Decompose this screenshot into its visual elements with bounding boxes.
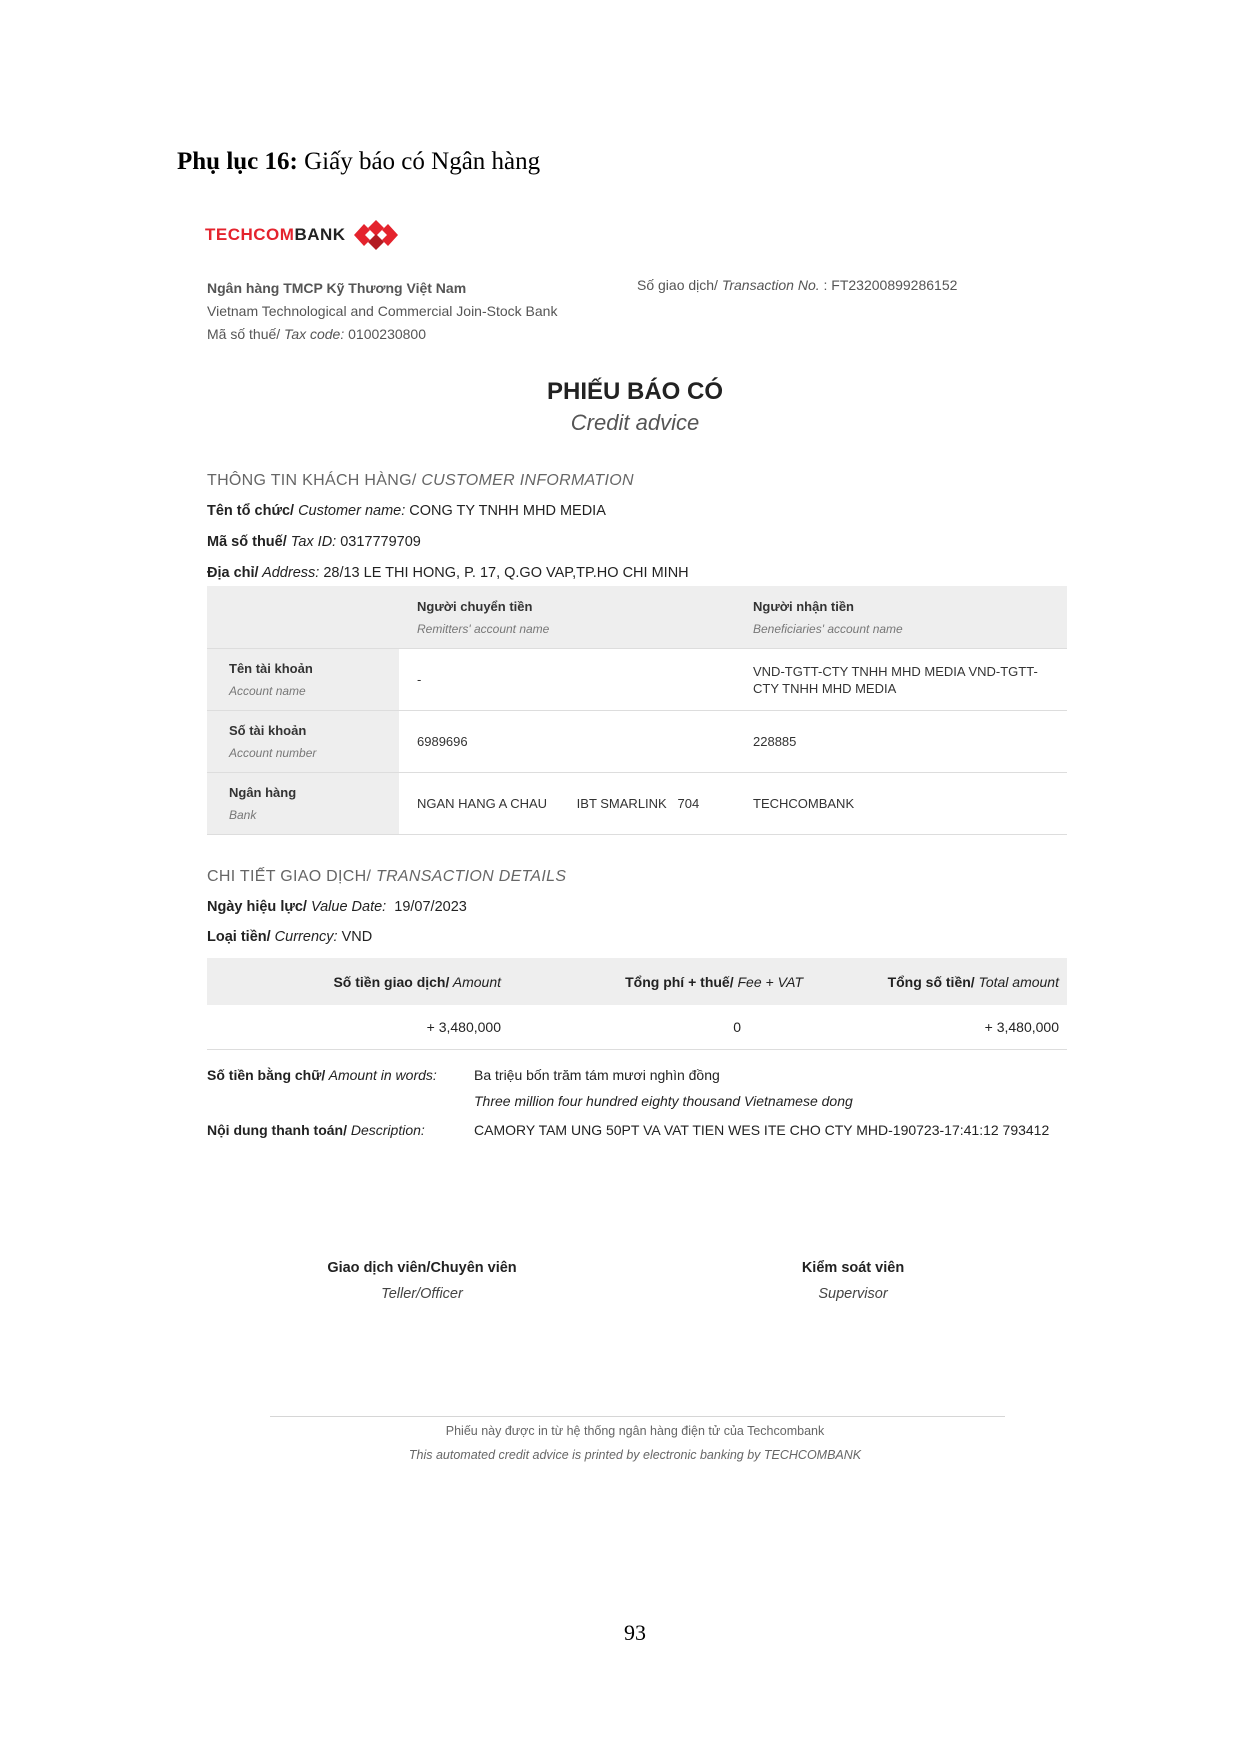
amount-value: + 3,480,000 — [207, 1005, 509, 1050]
amount-header — [207, 958, 509, 1005]
customer-address-value: 28/13 LE THI HONG, P. 17, Q.GO VAP,TP.HO CHI MINH — [319, 565, 689, 581]
account-number-label-en: Account number — [229, 746, 317, 760]
total-header-en: Total amount — [974, 973, 1059, 990]
remitter-bank — [399, 773, 735, 835]
customer-tax-line — [207, 534, 421, 550]
table-row — [207, 711, 1067, 773]
appendix-heading-label: Phụ lục 16: — [177, 148, 298, 175]
amount-in-words-en: Three million four hundred eighty thousand Vietnamese dong — [474, 1093, 853, 1109]
transaction-no-label-en: Transaction No. — [717, 277, 820, 293]
bank-info — [207, 277, 557, 346]
table-row — [207, 773, 1067, 835]
beneficiary-account-number: 228885 — [753, 734, 797, 749]
customer-section-title — [207, 472, 634, 490]
currency-value: VND — [337, 929, 373, 945]
table-row — [207, 649, 1067, 711]
accounts-header-empty — [207, 586, 399, 649]
description-value: CAMORY TAM UNG 50PT VA VAT TIEN WES ITE CHO CTY MHD-190723-17:41:12 793412 — [474, 1122, 1050, 1138]
customer-name-label-vn: Tên tổ chức/ — [207, 503, 295, 519]
beneficiary-bank: TECHCOMBANK — [753, 796, 855, 811]
customer-section-en: CUSTOMER INFORMATION — [416, 472, 634, 489]
customer-tax-label-en: Tax ID: — [286, 534, 337, 550]
amount-table-header — [207, 958, 1067, 1005]
customer-section-vn: THÔNG TIN KHÁCH HÀNG/ — [207, 472, 417, 489]
description-label — [207, 1122, 425, 1138]
teller-role-en: Teller/Officer — [381, 1286, 463, 1302]
remitter-header-en: Remitters' account name — [417, 621, 550, 636]
remitter-bank-name: NGAN HANG A CHAU — [417, 796, 548, 811]
fee-header — [509, 958, 811, 1005]
total-header — [811, 958, 1067, 1005]
total-header-vn: Tổng số tiền/ — [887, 973, 975, 990]
appendix-heading-text: Giấy báo có Ngân hàng — [297, 148, 541, 175]
bank-tax-code — [207, 323, 557, 346]
transaction-number — [637, 277, 957, 293]
table-row — [207, 1005, 1067, 1050]
beneficiary-header — [735, 586, 1067, 649]
customer-name-value: CONG TY TNHH MHD MEDIA — [405, 503, 606, 519]
logo-wordmark — [205, 225, 346, 245]
customer-address-label-en: Address: — [258, 565, 320, 581]
value-date-label-vn: Ngày hiệu lực/ — [207, 899, 307, 915]
transaction-no-label-vn: Số giao dịch/ — [637, 277, 718, 293]
account-name-label — [207, 649, 399, 711]
teller-role-vn: Giao dịch viên/Chuyên viên — [327, 1260, 517, 1276]
remitter-account-number: 6989696 — [417, 734, 468, 749]
supervisor-signature — [703, 1260, 1003, 1302]
fee-header-en: Fee + VAT — [733, 973, 803, 990]
amount-table — [207, 958, 1067, 1050]
remitter-account-name: - — [417, 672, 422, 687]
beneficiary-header-vn: Người nhận tiền — [753, 598, 854, 614]
document-subtitle: Credit advice — [570, 410, 700, 435]
value-date-value: 19/07/2023 — [386, 899, 467, 915]
bank-label-en: Bank — [229, 808, 257, 822]
footer-note-en: This automated credit advice is printed by electronic banking by TECHCOMBANK — [408, 1448, 862, 1462]
supervisor-role-en: Supervisor — [818, 1286, 888, 1302]
details-section-vn: CHI TIẾT GIAO DỊCH/ — [207, 868, 372, 885]
remitter-header-vn: Người chuyển tiền — [417, 598, 533, 614]
beneficiary-header-en: Beneficiaries' account name — [753, 621, 903, 636]
customer-address-line — [207, 565, 689, 581]
amount-words-label-vn: Số tiền bằng chữ/ — [207, 1067, 326, 1083]
amount-header-vn: Số tiền giao dịch/ — [333, 973, 450, 990]
total-value: + 3,480,000 — [811, 1005, 1067, 1050]
bank-tax-value: 0100230800 — [344, 326, 427, 342]
bank-label — [207, 773, 399, 835]
account-number-label — [207, 711, 399, 773]
document-title: PHIẾU BÁO CÓ — [546, 378, 723, 405]
account-number-label-vn: Số tài khoản — [229, 723, 307, 738]
amount-in-words-label — [207, 1067, 437, 1083]
customer-name-label-en: Customer name: — [294, 503, 406, 519]
bank-label-vn: Ngân hàng — [229, 785, 297, 800]
value-date-line — [207, 899, 467, 915]
account-name-label-vn: Tên tài khoản — [229, 661, 313, 676]
page-number: 93 — [624, 1620, 646, 1645]
accounts-table — [207, 586, 1067, 835]
bank-tax-label-en: Tax code: — [280, 326, 345, 342]
supervisor-role-vn: Kiểm soát viên — [801, 1260, 905, 1276]
remitter-header — [399, 586, 735, 649]
customer-tax-value: 0317779709 — [336, 534, 421, 550]
bank-name-vn: Ngân hàng TMCP Kỹ Thương Việt Nam — [207, 280, 467, 296]
amount-words-label-en: Amount in words: — [325, 1067, 437, 1083]
currency-label-vn: Loại tiền/ — [207, 929, 271, 945]
customer-name-line — [207, 503, 606, 519]
appendix-heading — [177, 148, 540, 176]
currency-line — [207, 929, 372, 945]
amount-in-words-vn: Ba triệu bốn trăm tám mươi nghìn đồng — [474, 1067, 720, 1083]
logo-diamond-icon — [354, 220, 398, 250]
description-label-en: Description: — [346, 1122, 425, 1138]
footer-divider — [270, 1416, 1005, 1417]
details-section-title — [207, 868, 566, 886]
teller-signature — [272, 1260, 572, 1302]
beneficiary-account-name: VND-TGTT-CTY TNHH MHD MEDIA VND-TGTT-CTY TNHH MHD MEDIA — [753, 663, 1038, 696]
fee-header-vn: Tổng phí + thuế/ — [625, 973, 734, 990]
details-section-en: TRANSACTION DETAILS — [371, 868, 567, 885]
logo-wordmark-dark: BANK — [294, 225, 346, 244]
logo-wordmark-red: TECHCOM — [205, 225, 295, 244]
footer-note-vn: Phiếu này được in từ hệ thống ngân hàng điện tử của Techcombank — [445, 1424, 825, 1438]
customer-address-label-vn: Địa chỉ/ — [207, 565, 259, 581]
customer-tax-label-vn: Mã số thuế/ — [207, 534, 287, 550]
value-date-label-en: Value Date: — [306, 899, 387, 915]
remitter-bank-extra: IBT SMARLINK 704 — [576, 796, 700, 811]
bank-tax-label-vn: Mã số thuế/ — [207, 326, 281, 342]
accounts-table-header — [207, 586, 1067, 649]
currency-label-en: Currency: — [270, 929, 338, 945]
fee-value: 0 — [509, 1005, 811, 1050]
bank-name-en: Vietnam Technological and Commercial Join-Stock Bank — [207, 303, 558, 319]
techcombank-logo — [205, 220, 398, 250]
transaction-no-value: : FT23200899286152 — [819, 277, 958, 293]
description-label-vn: Nội dung thanh toán/ — [207, 1122, 347, 1138]
amount-header-en: Amount — [449, 973, 501, 990]
account-name-label-en: Account name — [229, 684, 306, 698]
